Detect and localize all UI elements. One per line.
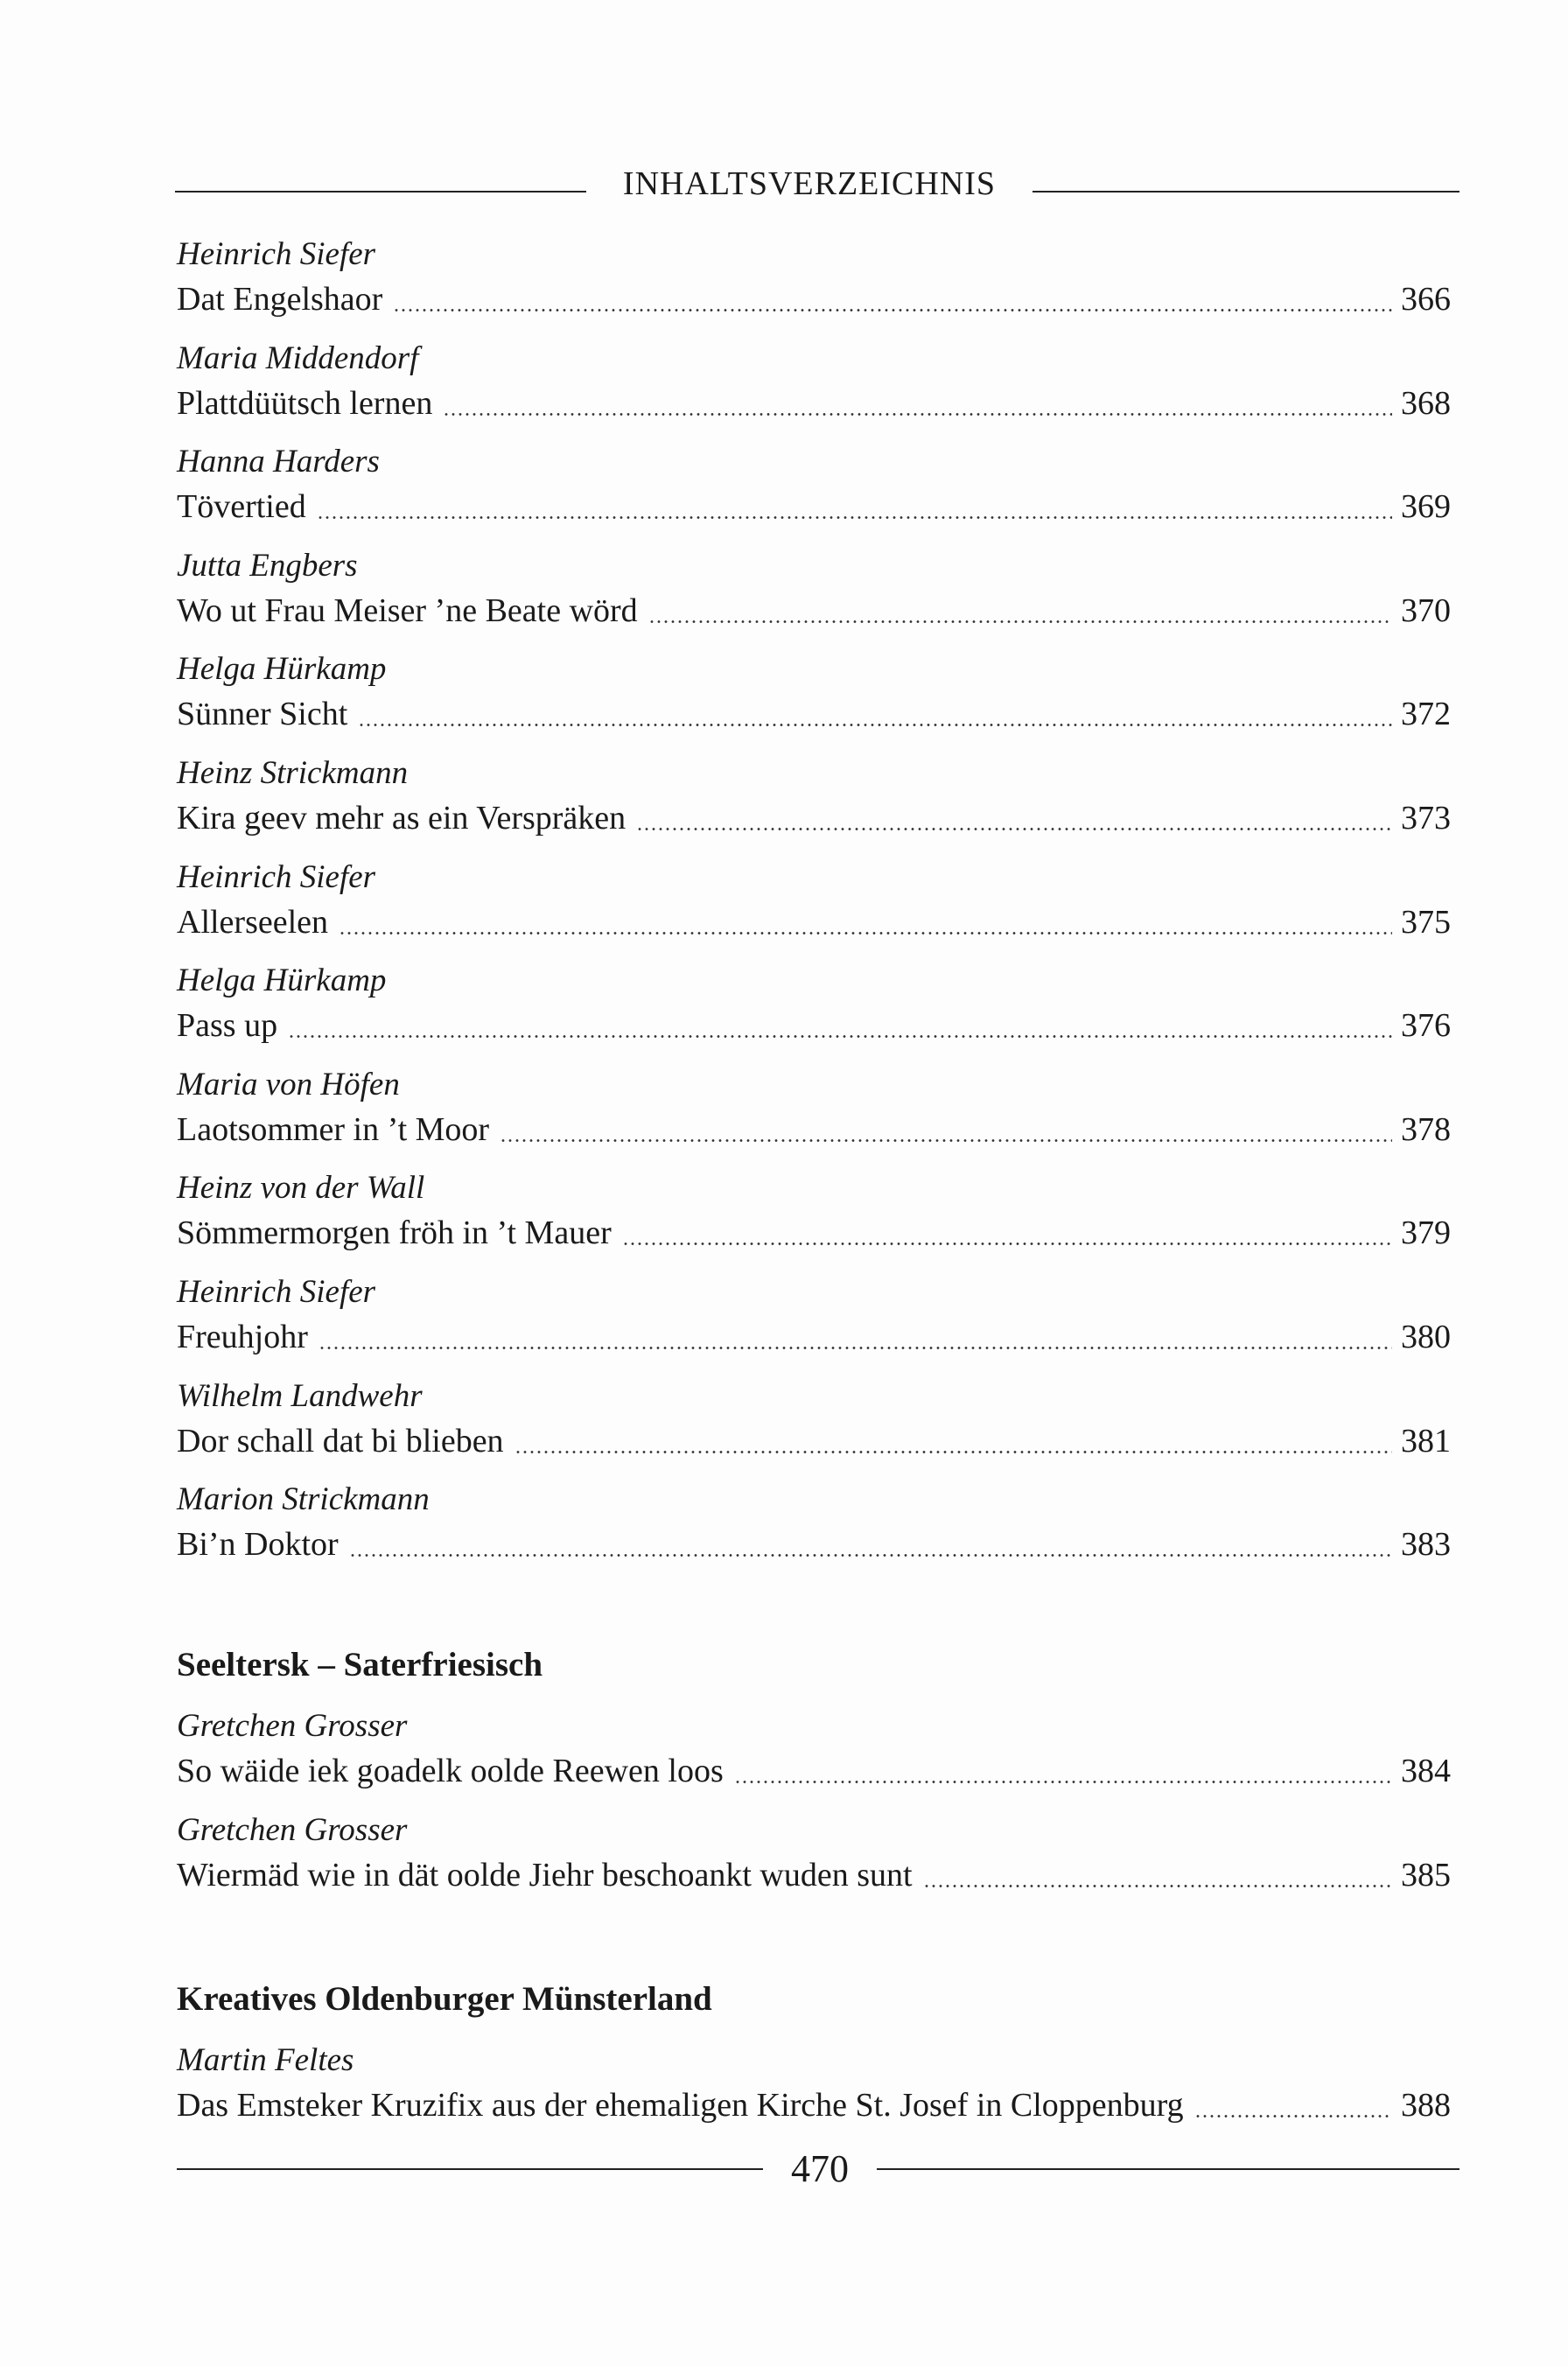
section-heading: Seeltersk – Saterfriesisch <box>177 1646 543 1684</box>
toc-entry <box>177 2040 1451 2145</box>
entry-title: Sünner Sicht <box>177 696 348 733</box>
toc-entry <box>177 1480 1451 1584</box>
leader-dots <box>339 932 1392 934</box>
page-header <box>175 164 1460 217</box>
entry-title: Dat Engelshaor <box>177 281 383 318</box>
entry-page: 381 <box>1401 1422 1451 1460</box>
toc-entry <box>177 1065 1451 1169</box>
toc-list-kreatives <box>177 2040 1451 2145</box>
entry-title: So wäide iek goadelk oolde Reewen loos <box>177 1753 724 1789</box>
entry-author: Heinrich Siefer <box>177 236 376 272</box>
toc-entry <box>177 649 1451 753</box>
entry-page: 366 <box>1401 281 1451 318</box>
toc-entry <box>177 1272 1451 1376</box>
entry-author: Heinz von der Wall <box>177 1170 425 1207</box>
entry-author: Heinrich Siefer <box>177 1273 376 1310</box>
toc-entry <box>177 442 1451 546</box>
entry-author: Gretchen Grosser <box>177 1811 408 1848</box>
toc-list <box>177 234 1451 1584</box>
toc-entry <box>177 961 1451 1065</box>
leader-dots <box>317 516 1392 519</box>
entry-author: Jutta Engbers <box>177 547 358 584</box>
footer-rule-left <box>177 2168 763 2170</box>
entry-author: Gretchen Grosser <box>177 1708 408 1744</box>
entry-author: Marion Strickmann <box>177 1481 430 1518</box>
leader-dots <box>923 1885 1392 1887</box>
entry-title: Dor schall dat bi blieben <box>177 1422 504 1460</box>
leader-dots <box>288 1035 1392 1038</box>
entry-author: Helga Hürkamp <box>177 962 387 999</box>
leader-dots <box>514 1451 1392 1453</box>
entry-page: 379 <box>1401 1214 1451 1252</box>
leader-dots <box>318 1347 1392 1349</box>
toc-entry <box>177 1706 1451 1810</box>
entry-title: Sömmermorgen fröh in ’t Mauer <box>177 1214 612 1252</box>
entry-page: 384 <box>1401 1753 1451 1789</box>
entry-title: Bi’n Doktor <box>177 1526 339 1564</box>
leader-dots <box>622 1242 1392 1245</box>
entry-page: 376 <box>1401 1007 1451 1045</box>
entry-page: 372 <box>1401 696 1451 733</box>
entry-title: Laotsommer in ’t Moor <box>177 1110 490 1148</box>
leader-dots <box>500 1139 1392 1142</box>
page-number: 470 <box>791 2147 849 2190</box>
entry-page: 378 <box>1401 1110 1451 1148</box>
entry-title: Allerseelen <box>177 903 329 941</box>
entry-title: Das Emsteker Kruzifix aus der ehemaligen Kirche St. Josef in Cloppenburg <box>177 2087 1184 2124</box>
header-title: INHALTSVERZEICHNIS <box>622 165 997 202</box>
entry-author: Wilhelm Landwehr <box>177 1377 423 1414</box>
entry-page: 375 <box>1401 903 1451 941</box>
toc-entry <box>177 1376 1451 1480</box>
entry-title: Pass up <box>177 1007 278 1045</box>
entry-author: Helga Hürkamp <box>177 651 387 688</box>
entry-title: Plattdüütsch lernen <box>177 384 433 422</box>
leader-dots <box>393 309 1392 312</box>
entry-page: 370 <box>1401 592 1451 629</box>
entry-page: 368 <box>1401 384 1451 422</box>
leader-dots <box>648 620 1392 623</box>
entry-author: Heinrich Siefer <box>177 858 376 895</box>
entry-author: Martin Feltes <box>177 2042 354 2078</box>
entry-page: 369 <box>1401 488 1451 526</box>
entry-title: Wo ut Frau Meiser ’ne Beate wörd <box>177 592 638 629</box>
entry-page: 385 <box>1401 1856 1451 1894</box>
toc-entry <box>177 546 1451 650</box>
entry-author: Heinz Strickmann <box>177 754 409 791</box>
page-footer <box>177 2147 1460 2191</box>
header-rule-right <box>1032 191 1460 192</box>
toc-entry <box>177 1168 1451 1272</box>
entry-title: Tövertied <box>177 488 306 526</box>
footer-rule-right <box>877 2168 1460 2170</box>
header-rule-left <box>175 191 586 192</box>
toc-entry <box>177 858 1451 962</box>
entry-title: Freuhjohr <box>177 1318 308 1355</box>
toc-entry <box>177 234 1451 339</box>
leader-dots <box>349 1554 1392 1557</box>
entry-title: Kira geev mehr as ein Verspräken <box>177 799 626 836</box>
entry-title: Wiermäd wie in dät oolde Jiehr beschoankt wuden sunt <box>177 1856 913 1894</box>
leader-dots <box>443 413 1392 416</box>
entry-author: Maria Middendorf <box>177 340 419 376</box>
section-heading: Kreatives Oldenburger Münsterland <box>177 1980 712 2018</box>
entry-page: 380 <box>1401 1318 1451 1355</box>
toc-entry <box>177 1810 1451 1914</box>
leader-dots <box>636 828 1392 830</box>
toc-entry <box>177 753 1451 858</box>
entry-page: 383 <box>1401 1526 1451 1564</box>
entry-page: 388 <box>1401 2087 1451 2124</box>
toc-list-saterfriesisch <box>177 1706 1451 1914</box>
entry-author: Hanna Harders <box>177 444 380 480</box>
leader-dots <box>734 1781 1392 1783</box>
entry-author: Maria von Höfen <box>177 1066 400 1102</box>
toc-entry <box>177 339 1451 443</box>
leader-dots <box>1194 2115 1392 2118</box>
entry-page: 373 <box>1401 799 1451 836</box>
leader-dots <box>358 724 1392 726</box>
